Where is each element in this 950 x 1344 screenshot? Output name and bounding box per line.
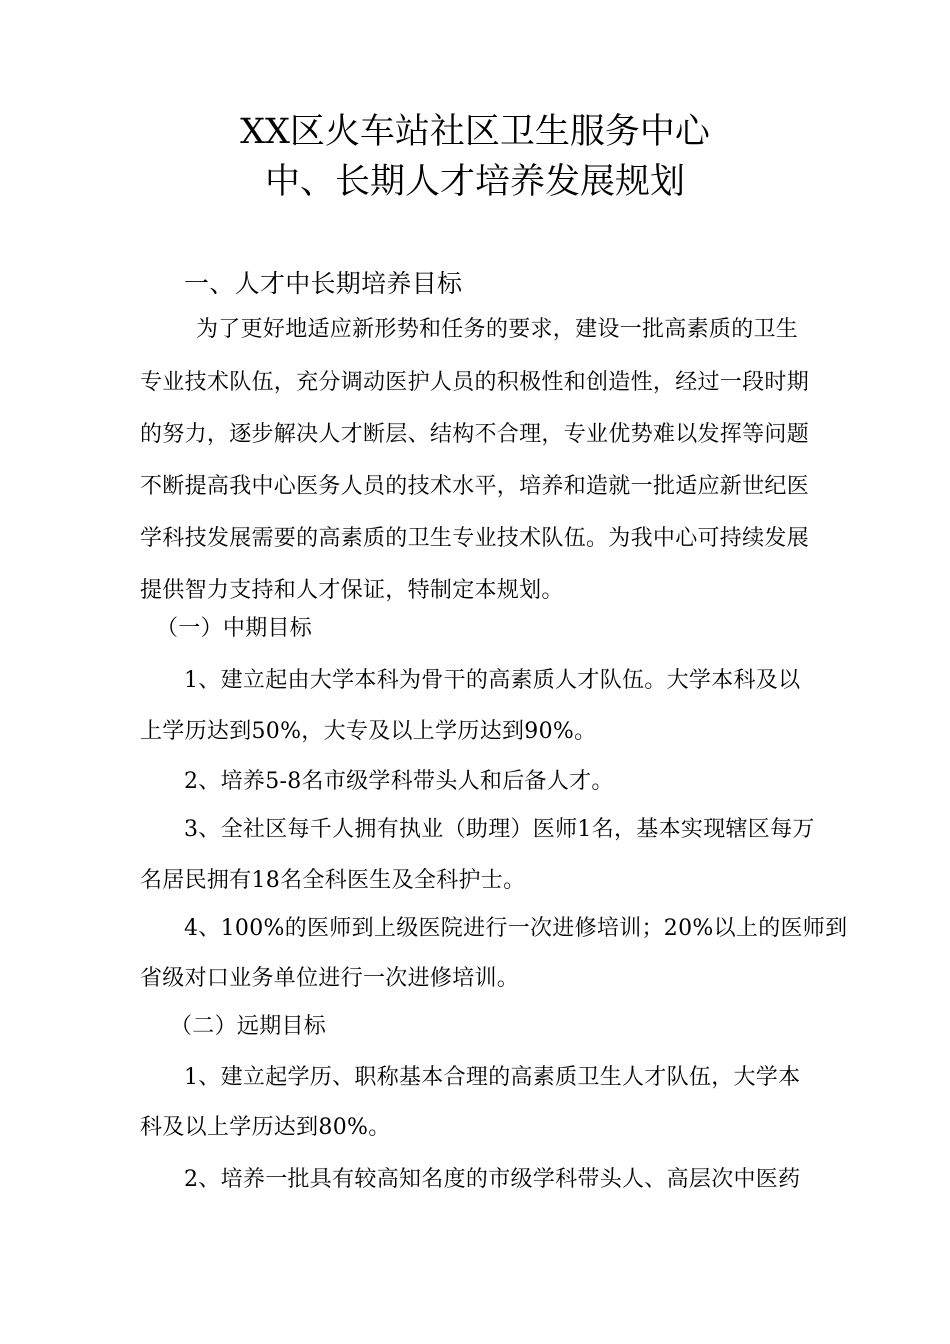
mid-term-item-4-line-2: 省级对口业务单位进行一次进修培训。 xyxy=(140,966,520,991)
mid-term-item-1-line-1: 1、建立起由大学本科为骨干的高素质人才队伍。大学本科及以 xyxy=(184,668,801,693)
section-1-heading: 一、人才中长期培养目标 xyxy=(184,269,463,298)
long-term-item-1-line-2: 科及以上学历达到80%。 xyxy=(140,1115,391,1140)
intro-line-4: 不断提高我中心医务人员的技术水平，培养和造就一批适应新世纪医 xyxy=(140,474,810,499)
mid-term-item-2: 2、培养5-8名市级学科带头人和后备人才。 xyxy=(184,769,614,794)
intro-line-2: 专业技术队伍，充分调动医护人员的积极性和创造性，经过一段时期 xyxy=(140,370,810,395)
mid-term-item-3-line-1: 3、全社区每千人拥有执业（助理）医师1名，基本实现辖区每万 xyxy=(184,817,815,842)
intro-line-6: 提供智力支持和人才保证，特制定本规划。 xyxy=(140,578,564,603)
long-term-item-2-line-1: 2、培养一批具有较高知名度的市级学科带头人、高层次中医药 xyxy=(184,1167,801,1192)
intro-line-1: 为了更好地适应新形势和任务的要求，建设一批高素质的卫生 xyxy=(196,317,799,342)
mid-term-item-3-line-2: 名居民拥有18名全科医生及全科护士。 xyxy=(140,868,526,893)
mid-term-heading: （一）中期目标 xyxy=(156,616,313,641)
document-title-line-2: 中、长期人才培养发展规划 xyxy=(264,162,685,202)
intro-line-3: 的努力，逐步解决人才断层、结构不合理，专业优势难以发挥等问题 xyxy=(140,422,810,447)
intro-line-5: 学科技发展需要的高素质的卫生专业技术队伍。为我中心可持续发展 xyxy=(140,526,810,551)
long-term-heading: （二）远期目标 xyxy=(170,1014,327,1039)
long-term-item-1-line-1: 1、建立起学历、职称基本合理的高素质卫生人才队伍，大学本 xyxy=(184,1065,801,1090)
document-title-line-1: XX区火车站社区卫生服务中心 xyxy=(240,112,710,152)
mid-term-item-4-line-1: 4、100%的医师到上级医院进行一次进修培训；20%以上的医师到 xyxy=(184,916,848,941)
mid-term-item-1-line-2: 上学历达到50%，大专及以上学历达到90%。 xyxy=(140,719,597,744)
